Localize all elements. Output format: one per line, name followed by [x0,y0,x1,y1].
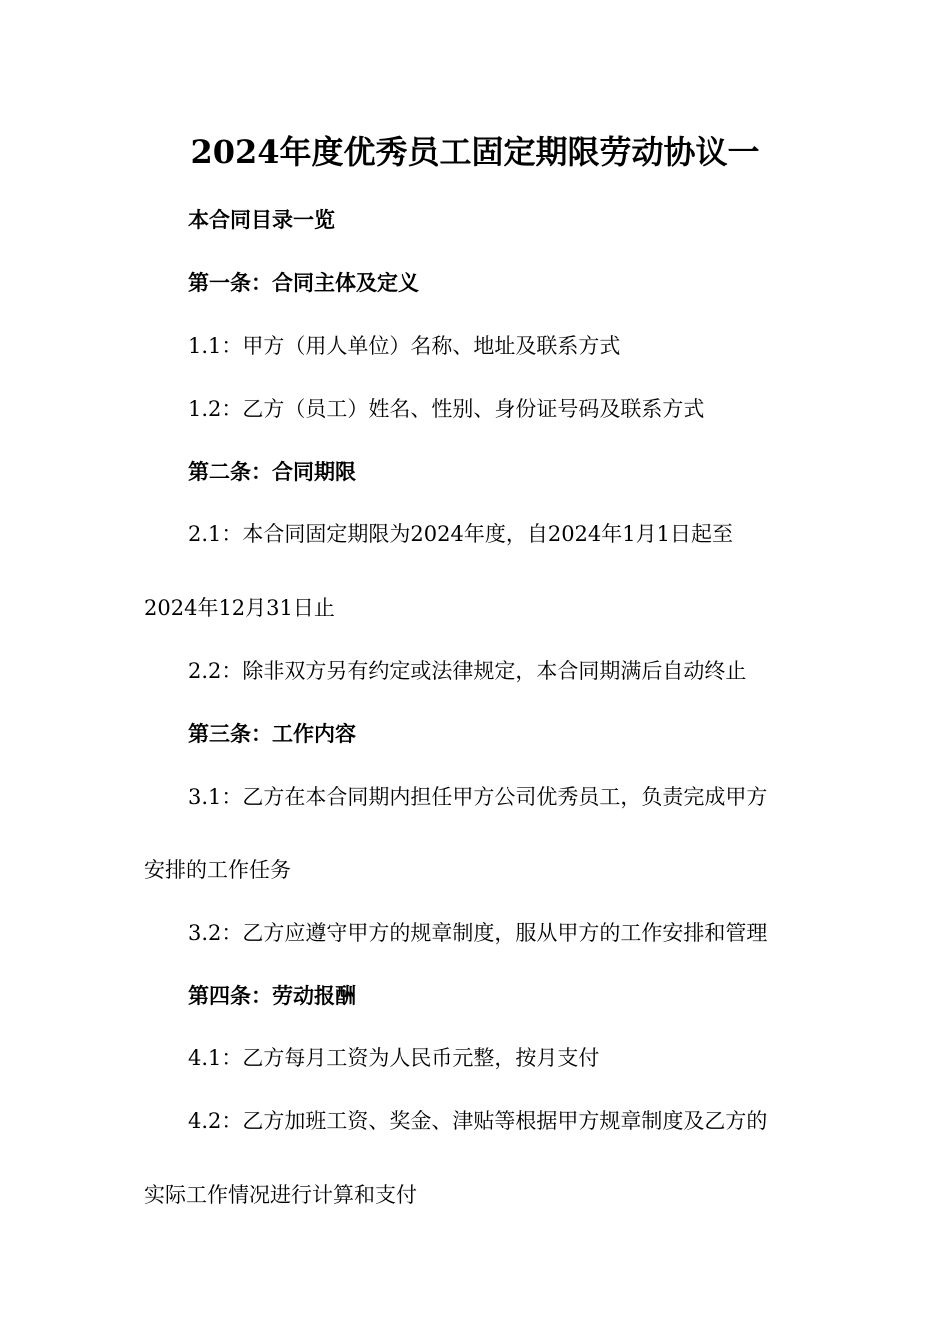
clause-3-1-line-1: 3.1：乙方在本合同期内担任甲方公司优秀员工，负责完成甲方 [188,785,768,809]
clause-3-1-line-2: 安排的工作任务 [144,858,291,882]
section-heading-2: 第二条：合同期限 [188,460,356,484]
toc-heading: 本合同目录一览 [188,208,335,232]
section-heading-3: 第三条：工作内容 [188,722,356,746]
clause-1-1: 1.1：甲方（用人单位）名称、地址及联系方式 [188,334,621,358]
clause-2-1-line-2: 2024年12月31日止 [144,596,335,620]
clause-4-1: 4.1：乙方每月工资为人民币元整，按月支付 [188,1046,600,1070]
document-title: 2024年度优秀员工固定期限劳动协议一 [190,133,760,171]
clause-2-1-line-1: 2.1：本合同固定期限为2024年度，自2024年1月1日起至 [188,522,734,546]
section-heading-4: 第四条：劳动报酬 [188,984,356,1008]
clause-3-2: 3.2：乙方应遵守甲方的规章制度，服从甲方的工作安排和管理 [188,921,768,945]
clause-1-2: 1.2：乙方（员工）姓名、性别、身份证号码及联系方式 [188,397,705,421]
clause-2-2: 2.2：除非双方另有约定或法律规定，本合同期满后自动终止 [188,659,747,683]
clause-4-2-line-1: 4.2：乙方加班工资、奖金、津贴等根据甲方规章制度及乙方的 [188,1109,768,1133]
clause-4-2-line-2: 实际工作情况进行计算和支付 [144,1183,417,1207]
section-heading-1: 第一条：合同主体及定义 [188,271,419,295]
